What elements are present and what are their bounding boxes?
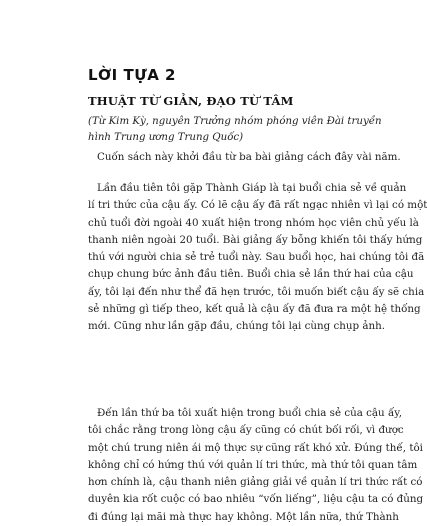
text-line: thanh niên ngoài 20 tuổi. Bài giảng ấy bỗng khiến tôi thấy hứng bbox=[88, 233, 423, 246]
text-line: duyên kia rốt cuộc có bao nhiêu “vốn liếng”, liệu cậu ta có đủng bbox=[88, 493, 424, 506]
attribution-line: (Từ Kim Kỳ, nguyên Trưởng nhóm phóng viên Đài truyền bbox=[88, 116, 382, 127]
text-line: lí tri thức của cậu ấy. Có lẽ cậu ấy đã rất ngạc nhiên vì lại có một bbox=[88, 199, 427, 212]
text-line: thú với người chia sẻ trẻ tuổi này. Sau buổi học, hai chúng tôi đã bbox=[88, 251, 425, 264]
text-line: Lần đầu tiên tôi gặp Thành Giáp là tại buổi chia sẻ về quản bbox=[97, 182, 407, 194]
text-line: sẻ những gì tiếp theo, kết quả là cậu ấy đã đưa ra một hệ thống bbox=[88, 303, 421, 316]
text-line: chụp chung bức ảnh đầu tiên. Buổi chia sẻ lần thứ hai của cậu bbox=[88, 268, 414, 281]
text-line: mới. Cũng như lần gặp đầu, chúng tôi lại cùng chụp ảnh. bbox=[88, 320, 386, 333]
author-attribution bbox=[88, 114, 384, 146]
body-paragraph bbox=[88, 180, 427, 336]
text-line: chủ tuổi đời ngoài 40 xuất hiện trong nhóm học viên chủ yếu là bbox=[88, 216, 419, 229]
text-line: đi đúng lại mãi mà thực hay không. Một lần nữa, thứ Thành bbox=[88, 510, 399, 523]
text-line: không chỉ có hứng thú với quản lí tri thức, mà thứ tôi quan tâm bbox=[88, 458, 418, 471]
text-line: hơn chính là, cậu thanh niên giảng giải về quản lí tri thức rất có bbox=[88, 476, 423, 489]
text-line: ấy, tôi lại đến như thể đã hẹn trước, tôi muốn biết cậu ấy sẽ chia bbox=[88, 285, 425, 298]
text-line: tôi chắc rằng trong lòng cậu ấy cũng có chút bối rối, vì được bbox=[88, 424, 404, 437]
text-line: Đến lần thứ ba tôi xuất hiện trong buổi chia sẻ của cậu ấy, bbox=[97, 407, 402, 419]
chapter-heading: LỜI TỰA 2 bbox=[88, 66, 176, 84]
body-paragraph bbox=[88, 149, 401, 166]
text-line: Cuốn sách này khởi đầu từ ba bài giảng cách đây vài năm. bbox=[97, 151, 401, 163]
chapter-subheading: THUẬT TỪ GIẢN, ĐẠO TỪ TÂM bbox=[88, 94, 294, 108]
body-paragraph bbox=[88, 405, 424, 526]
attribution-line: hình Trung ương Trung Quốc) bbox=[88, 132, 244, 143]
text-line: một chú trung niên ái mộ thực sự cũng rất khó xử. Đúng thế, tôi bbox=[88, 441, 423, 454]
